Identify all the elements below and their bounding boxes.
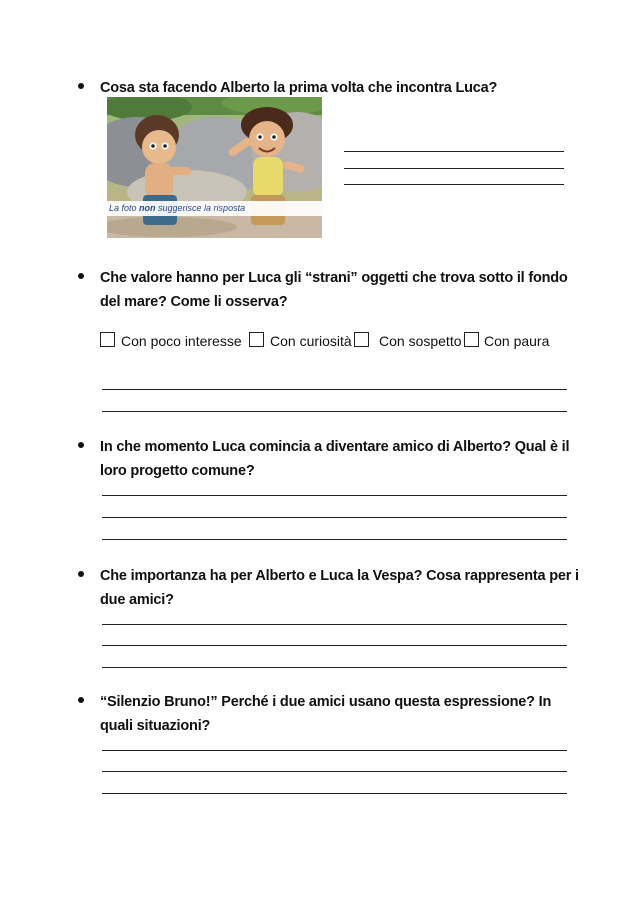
- option-label: Con poco interesse: [121, 333, 242, 349]
- answer-line[interactable]: [102, 389, 567, 390]
- bullet-icon: [78, 273, 84, 279]
- answer-line[interactable]: [102, 539, 567, 540]
- answer-line[interactable]: [102, 624, 567, 625]
- bullet-icon: [78, 442, 84, 448]
- question-5: [78, 690, 578, 740]
- bullet-icon: [78, 83, 84, 89]
- answer-line[interactable]: [344, 151, 564, 152]
- checkbox[interactable]: [354, 332, 369, 347]
- checkbox[interactable]: [100, 332, 115, 347]
- bullet-icon: [78, 697, 84, 703]
- question-2-text: Che valore hanno per Luca gli “strani” oggetti che trova sotto il fondo del mare? Come li osserva?: [100, 270, 568, 310]
- option-label: Con sospetto: [379, 333, 462, 349]
- answer-line[interactable]: [344, 184, 564, 185]
- answer-line[interactable]: [102, 750, 567, 751]
- answer-line[interactable]: [102, 793, 567, 794]
- question-3: [78, 435, 578, 485]
- checkbox[interactable]: [249, 332, 264, 347]
- movie-still-image: [107, 97, 322, 238]
- answer-line[interactable]: [102, 771, 567, 772]
- photo-caption: La foto non suggerisce la risposta: [107, 201, 322, 216]
- answer-line[interactable]: [102, 667, 567, 668]
- bullet-icon: [78, 571, 84, 577]
- question-1-text: Cosa sta facendo Alberto la prima volta che incontra Luca?: [100, 80, 498, 96]
- option-label: Con curiosità: [270, 333, 352, 349]
- checkbox[interactable]: [464, 332, 479, 347]
- question-4-text: Che importanza ha per Alberto e Luca la Vespa? Cosa rappresenta per i due amici?: [100, 568, 579, 608]
- question-2: [78, 266, 578, 316]
- option-label: Con paura: [484, 333, 550, 349]
- question-4: [78, 564, 578, 614]
- answer-line[interactable]: [102, 495, 567, 496]
- question-3-text: In che momento Luca comincia a diventare amico di Alberto? Qual è il loro progetto comune?: [100, 439, 570, 479]
- answer-line[interactable]: [102, 411, 567, 412]
- answer-line[interactable]: [102, 645, 567, 646]
- question-5-text: “Silenzio Bruno!” Perché i due amici usano questa espressione? In quali situazioni?: [100, 694, 552, 734]
- answer-line[interactable]: [102, 517, 567, 518]
- answer-line[interactable]: [344, 168, 564, 169]
